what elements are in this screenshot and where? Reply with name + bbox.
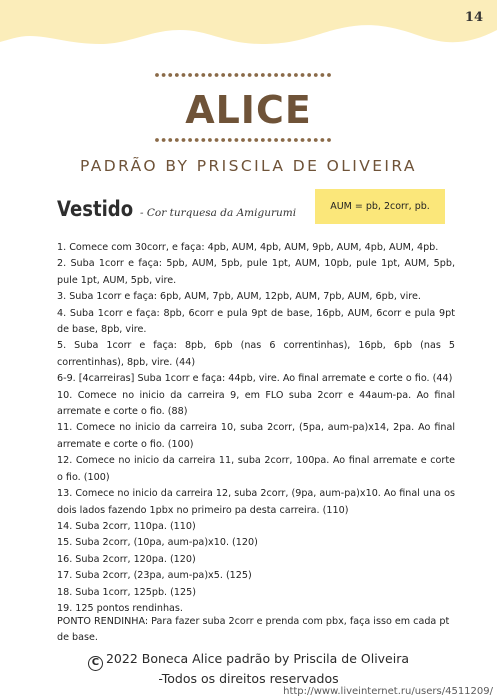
divider-dot <box>201 73 205 77</box>
dotted-divider-bottom <box>154 137 332 143</box>
divider-dot <box>175 138 179 142</box>
divider-dot <box>287 138 291 142</box>
instruction-step: 14. Suba 2corr, 110pa. (110) <box>57 520 196 532</box>
instruction-step: 3. Suba 1corr e faça: 6pb, AUM, 7pb, AUM, 12pb, AUM, 7pb, AUM, 6pb, vire. <box>57 291 421 303</box>
page-subtitle: PADRÃO BY PRISCILA DE OLIVEIRA <box>80 157 417 175</box>
instruction-step: 2. Suba 1corr e faça: 5pb, AUM, 5pb, pule 1pt, AUM, 10pb, pule 1pt, AUM, 5pb, pule 1pt, AUM, 5pb, vire. <box>57 258 455 286</box>
divider-dot <box>327 73 331 77</box>
divider-dot <box>208 73 212 77</box>
divider-dot <box>248 73 252 77</box>
instruction-step: 4. Suba 1corr e faça: 8pb, 6corr e pula 9pt de base, 16pb, AUM, 6corr e pula 9pt de base, 8pb, vire. <box>57 307 455 336</box>
divider-dot <box>221 138 225 142</box>
divider-dot <box>307 73 311 77</box>
divider-dot <box>195 138 199 142</box>
instructions-list <box>57 240 455 617</box>
watermark-url: http://www.liveinternet.ru/users/4511209/ <box>283 686 493 697</box>
divider-dot <box>182 73 186 77</box>
divider-dot <box>155 73 159 77</box>
page-number: 14 <box>464 10 483 25</box>
divider-dot <box>215 138 219 142</box>
divider-dot <box>320 138 324 142</box>
divider-dot <box>274 138 278 142</box>
divider-dot <box>320 73 324 77</box>
section-note: - Cor turquesa da Amigurumi <box>140 207 297 219</box>
footer-copyright-text: 2022 Boneca Alice padrão by Priscila de Oliveira <box>105 651 410 666</box>
instruction-step: 19. 125 pontos rendinhas. <box>57 602 183 614</box>
instruction-step: 18. Suba 1corr, 125pb. (125) <box>57 586 196 598</box>
divider-dot <box>314 73 318 77</box>
footer-rights: -Todos os direitos reservados <box>158 671 339 686</box>
divider-dot <box>241 73 245 77</box>
instruction-step: 12. Comece no inicio da carreira 11, suba 2corr, 100pa. Ao final arremate e corte o fio. (100) <box>57 455 455 483</box>
divider-dot <box>301 138 305 142</box>
divider-dot <box>182 138 186 142</box>
divider-dot <box>307 138 311 142</box>
divider-dot <box>261 138 265 142</box>
divider-dot <box>188 138 192 142</box>
divider-dot <box>201 138 205 142</box>
divider-dot <box>268 73 272 77</box>
footer-copyright <box>0 651 497 671</box>
instruction-step: 6-9. [4carreiras] Suba 1corr e faça: 44pb, vire. Ao final arremate e corte o fio. (44) <box>57 373 453 385</box>
divider-dot <box>188 73 192 77</box>
divider-dot <box>162 73 166 77</box>
instruction-step: 10. Comece no inicio da carreira 9, em FLO suba 2corr e 44aum-pa. Ao final arremate e corte o fio. (88) <box>57 389 455 418</box>
divider-dot <box>195 73 199 77</box>
page-title: ALICE <box>185 88 312 132</box>
divider-dot <box>228 73 232 77</box>
instruction-step: 15. Suba 2corr, (10pa, aum-pa)x10. (120) <box>57 537 258 549</box>
divider-dot <box>241 138 245 142</box>
divider-dot <box>301 73 305 77</box>
divider-dot <box>268 138 272 142</box>
instruction-step: 5. Suba 1corr e faça: 8pb, 6pb (nas 6 correntinhas), 16pb, 6pb (nas 5 correntinhas), 8pb, vire. (44) <box>57 340 455 368</box>
divider-dot <box>168 138 172 142</box>
instruction-step: 16. Suba 2corr, 120pa. (120) <box>57 553 196 565</box>
divider-dot <box>281 73 285 77</box>
divider-dot <box>175 73 179 77</box>
wave-header-decoration <box>0 0 497 52</box>
divider-dot <box>254 73 258 77</box>
divider-dot <box>162 138 166 142</box>
divider-dot <box>234 138 238 142</box>
copyright-icon: C <box>88 656 103 671</box>
divider-dot <box>215 73 219 77</box>
divider-dot <box>248 138 252 142</box>
divider-dot <box>274 73 278 77</box>
divider-dot <box>168 73 172 77</box>
finish-note: PONTO RENDINHA: Para fazer suba 2corr e prenda com pbx, faça isso em cada pt de base. <box>57 616 450 644</box>
instruction-step: 1. Comece com 30corr, e faça: 4pb, AUM, 4pb, AUM, 9pb, AUM, 4pb, AUM, 4pb. <box>57 242 439 253</box>
divider-dot <box>261 73 265 77</box>
divider-dot <box>281 138 285 142</box>
divider-dot <box>208 138 212 142</box>
divider-dot <box>228 138 232 142</box>
abbreviation-box: AUM = pb, 2corr, pb. <box>315 189 445 224</box>
divider-dot <box>254 138 258 142</box>
divider-dot <box>314 138 318 142</box>
divider-dot <box>221 73 225 77</box>
instruction-step: 11. Comece no inicio da carreira 10, suba 2corr, (5pa, aum-pa)x14, 2pa. Ao final arremate e corte o fio. (100) <box>57 422 455 450</box>
divider-dot <box>327 138 331 142</box>
divider-dot <box>294 73 298 77</box>
divider-dot <box>155 138 159 142</box>
divider-dot <box>294 138 298 142</box>
instruction-step: 17. Suba 2corr, (23pa, aum-pa)x5. (125) <box>57 570 252 582</box>
instruction-step: 13. Comece no inicio da carreira 12, suba 2corr, (9pa, aum-pa)x10. Ao final una os dois lados fazendo 1pbx no primeiro pa desta carreira. (110) <box>57 488 455 516</box>
divider-dot <box>234 73 238 77</box>
divider-dot <box>287 73 291 77</box>
section-title: Vestido <box>57 197 134 221</box>
dotted-divider-top <box>154 72 332 78</box>
